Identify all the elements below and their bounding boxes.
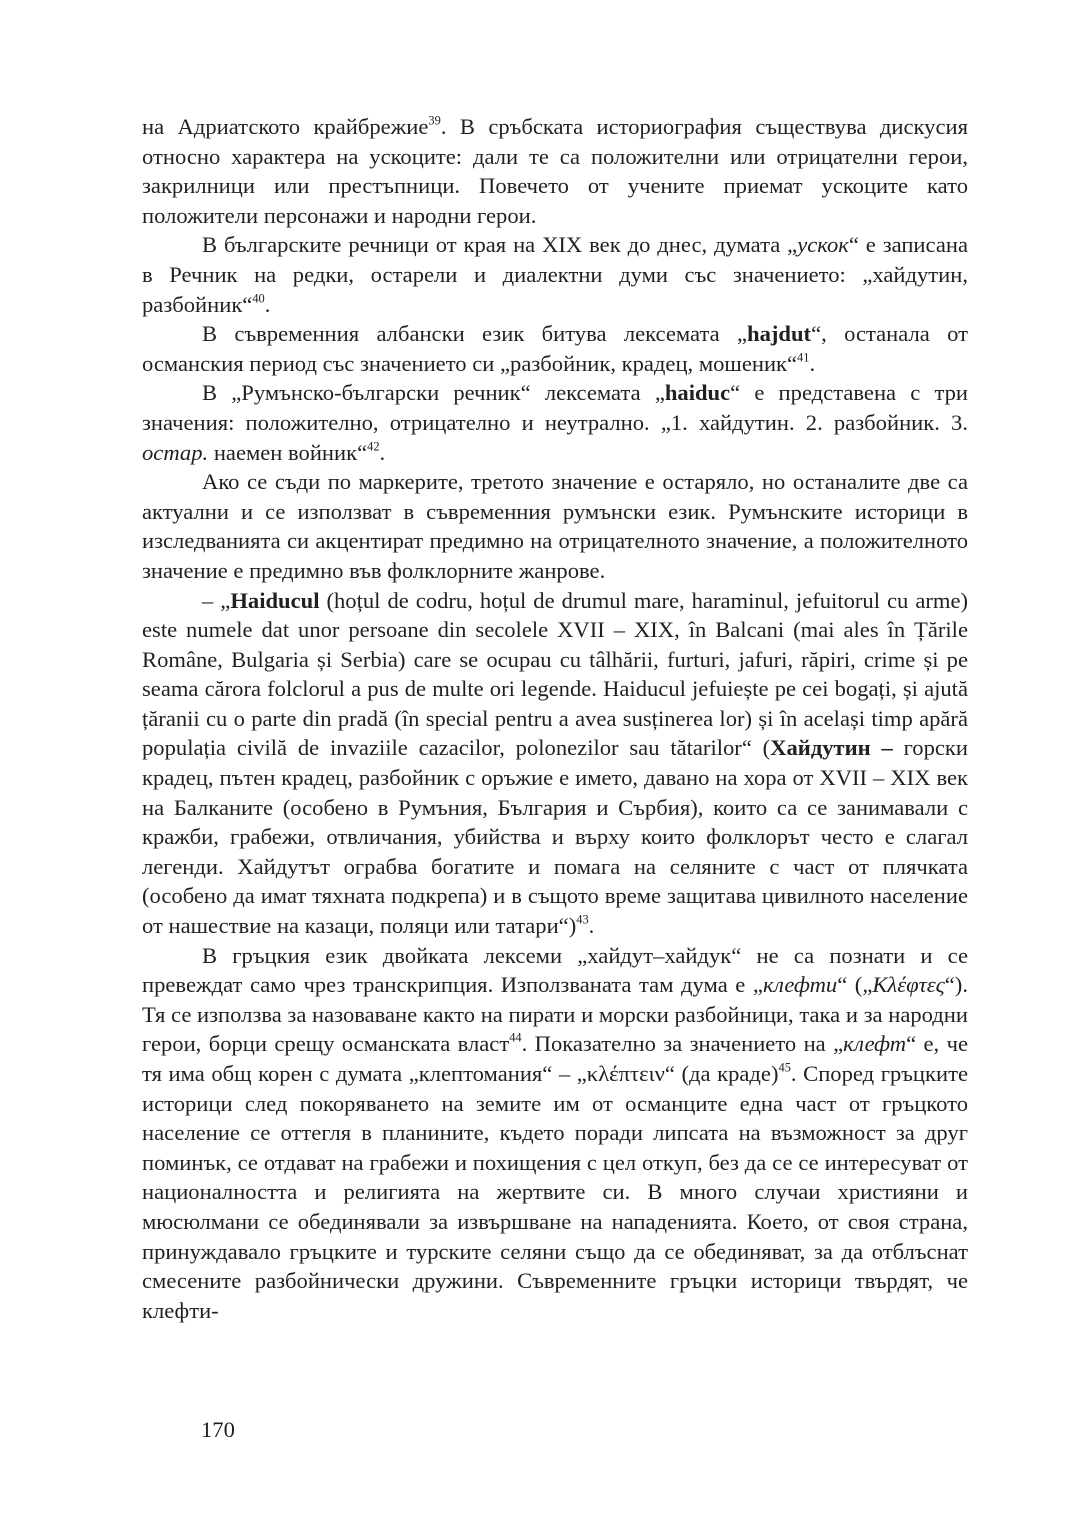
footnote-ref: 40 [252, 291, 265, 306]
text-run: . [264, 291, 271, 317]
bold-term: Хайдутин – [770, 735, 893, 761]
bold-term: haiduc [664, 380, 731, 406]
text-run: . Показателно за значението на „ [521, 1031, 844, 1057]
text-run: . В сръбската историография съществува дискусия относно характера на ускоците: дали те са положителни или отрицателни герои, закрилници или престъпници. Повечето от учените приемат ускоците като положители персонажи и народни герои. [142, 114, 968, 228]
footnote-ref: 45 [778, 1060, 791, 1075]
paragraph [142, 378, 968, 467]
text-run: В гръцкия език двойката лексеми „хайдут–хайдук“ не са познати и се превеждат само чрез транскрипция. Използваната там дума е „ [142, 942, 968, 998]
text-run: . Според гръцките историци след покоряването на земите им от османците една част от гръцкото население се оттегля в планините, където поради липсата на възможност за друг поминък, се отдават на грабежи и похищения с цел откуп, без да се се интересуват от националността и религията на жертвите си. В много случаи християни и мюсюлмани се обединявали за извършване на нападенията. Което, от своя страна, принуждавало гръцките и турските селяни също да се обединяват, за да отблъснат смесените разбойнически дружини. Съвременните гръцки историци твърдят, че клефти- [142, 1061, 968, 1323]
footnote-ref: 41 [797, 350, 810, 365]
footnote-ref: 43 [576, 912, 589, 927]
italic-term: Κλέφτες [872, 972, 945, 998]
italic-term: клефт [843, 1031, 907, 1057]
text-run: В съвременния албански език битува лексемата „ [202, 321, 748, 347]
paragraph [142, 941, 968, 1326]
text-run: (hoțul de codru, hoțul de drumul mare, haraminul, jefuitorul cu arme) este numele dat unor persoane din secolele XVII – XIX, în Balcani (mai ales în Țările Române, Bulgaria și Serbia) care se ocupau cu tâlhării, furturi, jafuri, răpiri, crime și pe seama cărora folclorul a pus de multe ori legende. Haiducul jefuiește pe cei bogați, și ajută țăranii cu o parte din pradă (în special pentru a avea susținerea lor) și în același timp apără populația civilă de invaziile cazacilor, polonezilor sau tătarilor“ ( [142, 587, 968, 761]
footnote-ref: 44 [509, 1031, 522, 1046]
text-run: . [809, 350, 816, 376]
italic-term: клефти [762, 972, 838, 998]
text-run: “, останала от османския период със значението си „разбойник, крадец, мошеник“ [142, 321, 968, 376]
text-run: на Адриатското крайбрежие [142, 114, 429, 139]
paragraph [142, 230, 968, 319]
text-run: “ е записана в Речник на редки, остарели и диалектни думи със значението: „хайдутин, разбойник“ [142, 232, 968, 317]
text-run: горски крадец, пътен крадец, разбойник с оръжие е името, давано на хора от XVII – XIX век на Балканите (особено в Румъния, България и Сърбия), които са се занимавали с кражби, грабежи, отвличания, убийства и върху които фолклорът често е слагал легенди. Хайдутът ограбва богатите и помага на селяните с част от плячката (особено да имат тяхната подкрепа) и в същото време защитава цивилното население от нашествие на казаци, поляци или татари“) [142, 735, 969, 939]
italic-term: остар. [142, 439, 209, 465]
text-run: . [379, 439, 386, 465]
text-run: В българските речници от края на XIX век до днес, думата „ [202, 232, 798, 258]
text-run: “). Тя се използва за назоваване както на пирати и морски разбойници, така и за народни герои, борци срещу османската власт [142, 972, 968, 1057]
text-run: Ако се съди по маркерите, третото значение е остаряло, но останалите две са актуални и се използват в съвременния румънски език. Румънските историци в изследванията си акцентират предимно на отрицателното значение, а положителното значение е предимно във фолклорните жанрове. [142, 469, 968, 583]
text-run: “ е представена с три значения: положително, отрицателно и неутрално. „1. хайдутин. 2. разбойник. 3. [142, 380, 968, 435]
paragraph [142, 319, 968, 378]
page-number: 170 [201, 1417, 235, 1442]
text-run: – „ [202, 587, 231, 613]
bold-term: hajdut [747, 321, 812, 347]
text-run: наемен войник“ [208, 439, 368, 465]
paragraph [142, 467, 968, 585]
footnote-ref: 39 [428, 113, 441, 128]
body-text [142, 112, 968, 1325]
paragraph [142, 586, 968, 941]
bold-term: Haiducul [230, 587, 320, 613]
footnote-ref: 42 [367, 439, 380, 454]
italic-term: ускок [797, 232, 849, 258]
text-run: . [588, 913, 595, 939]
text-run: В „Румънско-български речник“ лексемата „ [202, 380, 665, 406]
text-run: “ („ [837, 972, 873, 998]
paragraph [142, 112, 968, 230]
text-run: “ е, че тя има общ корен с думата „клептомания“ – „κλέπτειν“ (да краде) [142, 1031, 968, 1086]
